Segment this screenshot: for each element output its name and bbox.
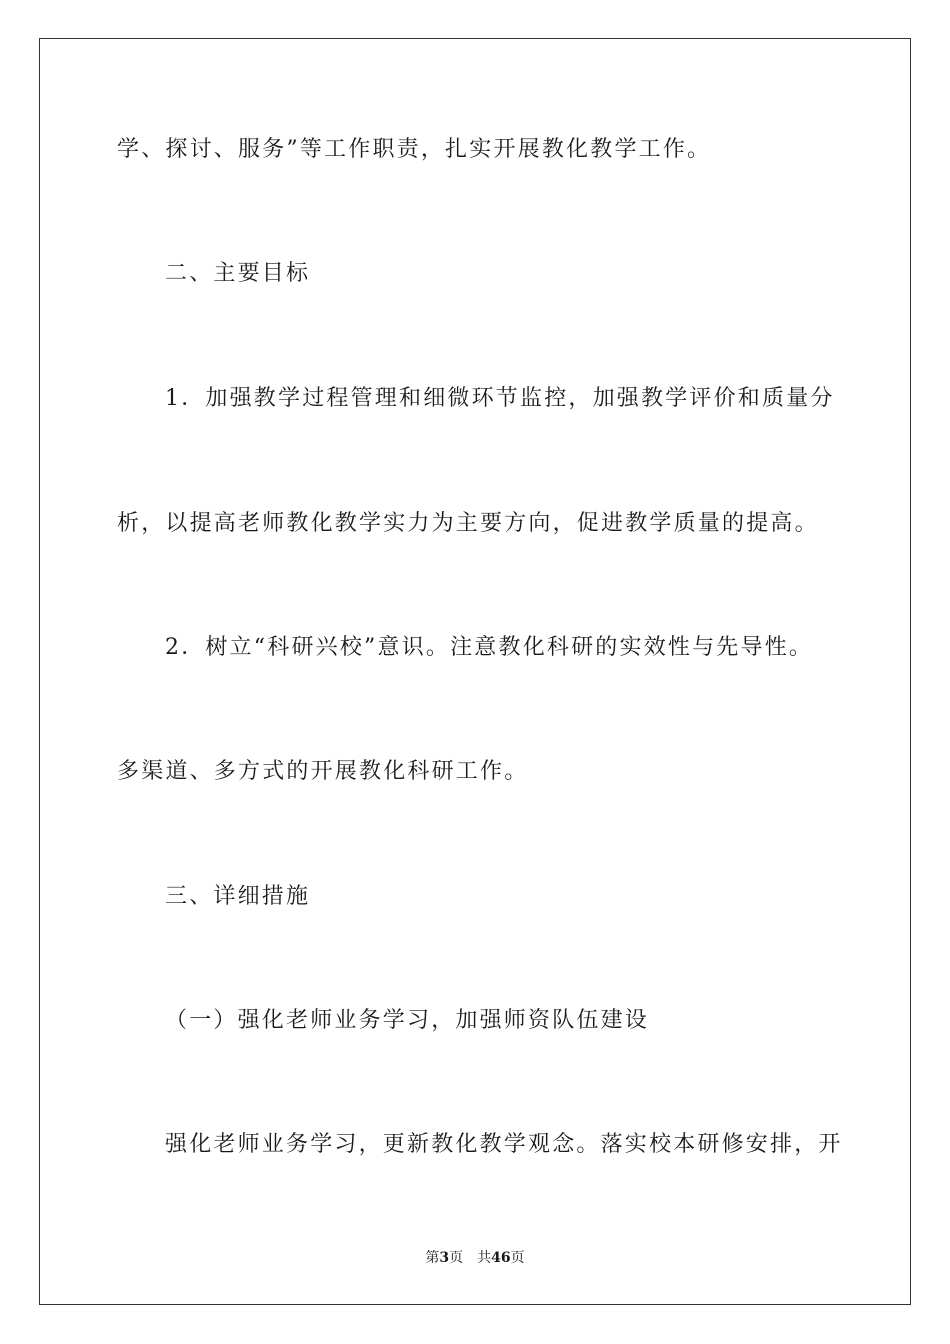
body-line-goal-2: 2．树立“科研兴校”意识。注意教化科研的实效性与先导性。 [165,635,814,660]
section-heading-main-goals: 二、主要目标 [165,261,311,286]
subsection-heading-1: （一）强化老师业务学习，加强师资队伍建设 [165,1008,650,1033]
body-line-goal-1-cont: 析，以提高老师教化教学实力为主要方向，促进教学质量的提高。 [117,511,819,536]
page-footer [0,1249,950,1267]
body-line-measure-1: 强化老师业务学习，更新教化教学观念。落实校本研修安排，开 [165,1132,843,1157]
footer-page-prefix: 第 [425,1250,440,1266]
body-line-1: 学、探讨、服务”等工作职责，扎实开展教化教学工作。 [117,137,712,162]
body-line-goal-1: 1．加强教学过程管理和细微环节监控，加强教学评价和质量分 [165,386,835,411]
page-border [39,38,911,1305]
footer-total-prefix: 共 [477,1250,492,1266]
footer-total-suffix: 页 [510,1250,525,1266]
footer-page-number: 3 [439,1250,450,1266]
section-heading-measures: 三、详细措施 [165,884,311,909]
footer-total-pages: 46 [491,1250,511,1266]
body-line-goal-2-cont: 多渠道、多方式的开展教化科研工作。 [117,759,529,784]
footer-page-suffix: 页 [449,1250,464,1266]
